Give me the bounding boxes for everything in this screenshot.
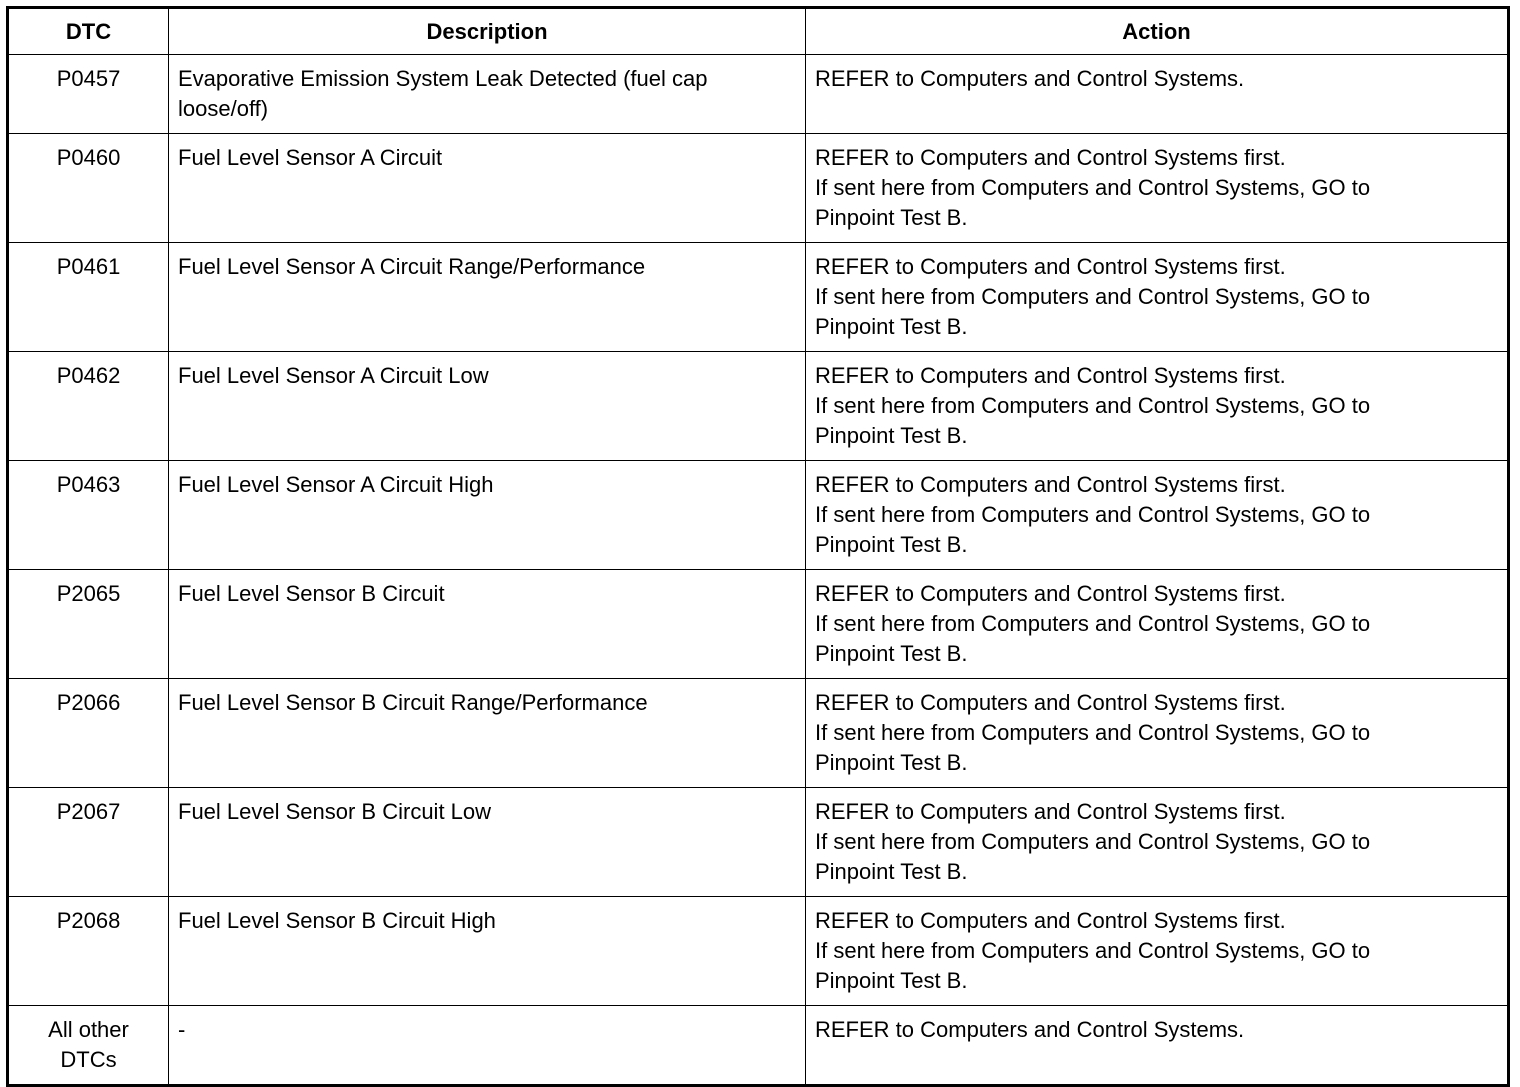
cell-dtc xyxy=(8,788,169,897)
cell-description xyxy=(169,788,806,897)
cell-dtc xyxy=(8,55,169,134)
cell-description xyxy=(169,897,806,1006)
action-line: REFER to Computers and Control Systems first. xyxy=(815,581,1286,606)
action-line: REFER to Computers and Control Systems first. xyxy=(815,145,1286,170)
description-text: Fuel Level Sensor B Circuit High xyxy=(178,908,496,933)
action-line: REFER to Computers and Control Systems. xyxy=(815,1017,1245,1042)
action-line: Pinpoint Test B. xyxy=(815,314,968,339)
dtc-code: P0461 xyxy=(56,254,121,279)
action-line: If sent here from Computers and Control Systems, GO to xyxy=(815,611,1371,636)
action-line: If sent here from Computers and Control Systems, GO to xyxy=(815,938,1371,963)
cell-description xyxy=(169,134,806,243)
description-text: Fuel Level Sensor A Circuit Range/Performance xyxy=(178,254,646,279)
cell-action xyxy=(806,570,1509,679)
action-line: REFER to Computers and Control Systems. xyxy=(815,66,1245,91)
cell-description xyxy=(169,243,806,352)
action-line: Pinpoint Test B. xyxy=(815,641,968,666)
table-row xyxy=(8,570,1509,679)
action-line: Pinpoint Test B. xyxy=(815,750,968,775)
table-row xyxy=(8,55,1509,134)
table-row xyxy=(8,1006,1509,1086)
cell-dtc xyxy=(8,679,169,788)
cell-dtc xyxy=(8,134,169,243)
cell-dtc xyxy=(8,1006,169,1086)
cell-description xyxy=(169,55,806,134)
description-text: Evaporative Emission System Leak Detected (fuel cap loose/off) xyxy=(178,66,708,121)
dtc-code: DTCs xyxy=(60,1047,117,1072)
cell-dtc xyxy=(8,897,169,1006)
cell-action xyxy=(806,243,1509,352)
cell-dtc xyxy=(8,243,169,352)
table-row xyxy=(8,243,1509,352)
cell-description xyxy=(169,352,806,461)
header-action: Action xyxy=(806,8,1509,55)
description-text: Fuel Level Sensor A Circuit Low xyxy=(178,363,489,388)
table-header-row xyxy=(8,8,1509,55)
dtc-code: P0463 xyxy=(56,472,121,497)
header-description: Description xyxy=(169,8,806,55)
action-line: If sent here from Computers and Control Systems, GO to xyxy=(815,720,1371,745)
action-line: REFER to Computers and Control Systems first. xyxy=(815,908,1286,933)
cell-description xyxy=(169,1006,806,1086)
cell-dtc xyxy=(8,352,169,461)
action-line: REFER to Computers and Control Systems first. xyxy=(815,690,1286,715)
cell-action xyxy=(806,1006,1509,1086)
cell-dtc xyxy=(8,461,169,570)
dtc-code: P0462 xyxy=(56,363,121,388)
dtc-table xyxy=(6,6,1510,1087)
description-text: Fuel Level Sensor A Circuit xyxy=(178,145,443,170)
dtc-code: All other xyxy=(48,1017,129,1042)
table-row xyxy=(8,788,1509,897)
cell-dtc xyxy=(8,570,169,679)
action-line: If sent here from Computers and Control Systems, GO to xyxy=(815,284,1371,309)
table-body xyxy=(8,55,1509,1086)
cell-description xyxy=(169,679,806,788)
action-line: Pinpoint Test B. xyxy=(815,205,968,230)
table-row xyxy=(8,134,1509,243)
cell-description xyxy=(169,461,806,570)
dtc-code: P2067 xyxy=(56,799,121,824)
cell-action xyxy=(806,788,1509,897)
cell-action xyxy=(806,461,1509,570)
cell-action xyxy=(806,352,1509,461)
cell-action xyxy=(806,55,1509,134)
cell-action xyxy=(806,679,1509,788)
table-row xyxy=(8,897,1509,1006)
action-line: If sent here from Computers and Control Systems, GO to xyxy=(815,829,1371,854)
action-line: Pinpoint Test B. xyxy=(815,859,968,884)
dtc-code: P2065 xyxy=(56,581,121,606)
description-text: Fuel Level Sensor B Circuit Low xyxy=(178,799,492,824)
action-line: REFER to Computers and Control Systems first. xyxy=(815,472,1286,497)
description-text: Fuel Level Sensor B Circuit Range/Performance xyxy=(178,690,648,715)
cell-action xyxy=(806,134,1509,243)
action-line: Pinpoint Test B. xyxy=(815,968,968,993)
action-line: If sent here from Computers and Control Systems, GO to xyxy=(815,393,1371,418)
cell-action xyxy=(806,897,1509,1006)
action-line: REFER to Computers and Control Systems first. xyxy=(815,363,1286,388)
dtc-code: P0460 xyxy=(56,145,121,170)
table-row xyxy=(8,679,1509,788)
header-dtc: DTC xyxy=(8,8,169,55)
dtc-code: P0457 xyxy=(56,66,121,91)
description-text: Fuel Level Sensor B Circuit xyxy=(178,581,445,606)
table-row xyxy=(8,461,1509,570)
dtc-code: P2066 xyxy=(56,690,121,715)
action-line: Pinpoint Test B. xyxy=(815,423,968,448)
action-line: REFER to Computers and Control Systems first. xyxy=(815,799,1286,824)
cell-description xyxy=(169,570,806,679)
description-text: Fuel Level Sensor A Circuit High xyxy=(178,472,494,497)
action-line: REFER to Computers and Control Systems first. xyxy=(815,254,1286,279)
action-line: Pinpoint Test B. xyxy=(815,532,968,557)
action-line: If sent here from Computers and Control Systems, GO to xyxy=(815,502,1371,527)
dtc-code: P2068 xyxy=(56,908,121,933)
action-line: If sent here from Computers and Control Systems, GO to xyxy=(815,175,1371,200)
table-row xyxy=(8,352,1509,461)
description-text: - xyxy=(178,1017,186,1042)
